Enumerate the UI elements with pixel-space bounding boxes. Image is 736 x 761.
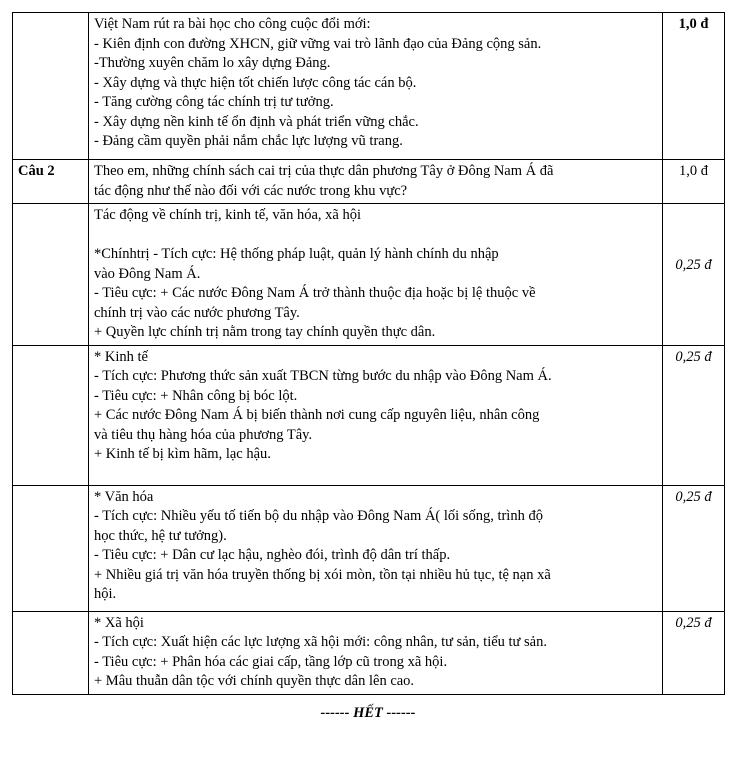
blank-line <box>94 226 657 246</box>
answer-line: - Tiêu cực: + Phân hóa các giai cấp, tầng lớp cũ trong xã hội. <box>94 653 448 670</box>
score-cell: 0,25 đ <box>663 611 725 694</box>
score-value: 0,25 đ <box>675 257 712 273</box>
score-cell: 0,25 đ <box>663 345 725 485</box>
answer-line: + Nhiều giá trị văn hóa truyền thống bị xói mòn, tồn tại nhiều hủ tục, tệ nạn xã <box>94 566 551 583</box>
answer-line: học thức, hệ tư tưởng). <box>94 527 227 544</box>
table-row <box>13 204 725 346</box>
score-cell <box>663 204 725 346</box>
answer-line: - Tăng cường công tác chính trị tư tưởng. <box>94 94 334 110</box>
score-cell: 1,0 đ <box>663 13 725 160</box>
answer-line: + Mâu thuẫn dân tộc với chính quyền thực dân lên cao. <box>94 673 415 689</box>
answer-line: * Xã hội <box>94 614 144 631</box>
score-cell: 1,0 đ <box>663 160 725 204</box>
end-marker: ------ HẾT ------ <box>320 705 416 721</box>
question-label <box>13 485 89 611</box>
score-cell: 0,25 đ <box>663 485 725 611</box>
question-label <box>13 204 89 346</box>
table-row <box>13 13 725 160</box>
answer-line: -Thường xuyên chăm lo xây dựng Đảng. <box>94 55 331 71</box>
question-label <box>13 345 89 485</box>
answer-table <box>12 12 725 695</box>
answer-line: tác động như thế nào đối với các nước trong khu vực? <box>94 182 408 199</box>
table-row <box>13 160 725 204</box>
answer-line: *Chínhtrị - Tích cực: Hệ thống pháp luật, quản lý hành chính du nhập <box>94 246 499 262</box>
answer-line: Việt Nam rút ra bài học cho công cuộc đổi mới: <box>94 16 371 32</box>
answer-table-body <box>13 13 725 695</box>
answer-line: - Tích cực: Xuất hiện các lực lượng xã hội mới: công nhân, tư sản, tiểu tư sản. <box>94 634 547 650</box>
answer-line: - Đảng cầm quyền phải nắm chắc lực lượng vũ trang. <box>94 133 403 149</box>
answer-line: Theo em, những chính sách cai trị của thực dân phương Tây ở Đông Nam Á đã <box>94 163 554 179</box>
answer-line: chính trị vào các nước phương Tây. <box>94 304 300 321</box>
answer-line: vào Đông Nam Á. <box>94 265 201 282</box>
answer-content <box>89 13 663 160</box>
answer-content <box>89 485 663 611</box>
table-row <box>13 611 725 694</box>
answer-line: - Tiêu cực: + Các nước Đông Nam Á trở thành thuộc địa hoặc bị lệ thuộc về <box>94 285 536 301</box>
answer-line: - Tiêu cực: + Dân cư lạc hậu, nghèo đói, trình độ dân trí thấp. <box>94 547 451 563</box>
answer-content <box>89 611 663 694</box>
answer-content <box>89 160 663 204</box>
answer-line: - Xây dựng và thực hiện tốt chiến lược công tác cán bộ. <box>94 74 417 91</box>
answer-line: + Kinh tế bị kìm hãm, lạc hậu. <box>94 446 271 462</box>
answer-line: hội. <box>94 586 117 602</box>
answer-line: Tác động về chính trị, kinh tế, văn hóa, xã hội <box>94 207 361 223</box>
answer-line: * Văn hóa <box>94 488 154 505</box>
answer-line: - Kiên định con đường XHCN, giữ vững vai trò lãnh đạo của Đảng cộng sản. <box>94 35 542 52</box>
answer-line: - Xây dựng nền kinh tế ổn định và phát triển vững chắc. <box>94 113 419 130</box>
table-row <box>13 485 725 611</box>
answer-line: - Tiêu cực: + Nhân công bị bóc lột. <box>94 387 298 404</box>
question-label <box>13 611 89 694</box>
answer-line: * Kinh tế <box>94 348 148 365</box>
question-label: Câu 2 <box>13 160 89 204</box>
answer-line: và tiêu thụ hàng hóa của phương Tây. <box>94 426 313 443</box>
answer-content <box>89 345 663 485</box>
table-row <box>13 345 725 485</box>
answer-content <box>89 204 663 346</box>
answer-line: - Tích cực: Nhiều yếu tố tiến bộ du nhập vào Đông Nam Á( lối sống, trình độ <box>94 508 543 524</box>
answer-line: + Quyền lực chính trị nằm trong tay chính quyền thực dân. <box>94 324 436 340</box>
answer-line: + Các nước Đông Nam Á bị biến thành nơi cung cấp nguyên liệu, nhân công <box>94 407 540 423</box>
question-label <box>13 13 89 160</box>
answer-line: - Tích cực: Phương thức sản xuất TBCN từng bước du nhập vào Đông Nam Á. <box>94 368 552 384</box>
